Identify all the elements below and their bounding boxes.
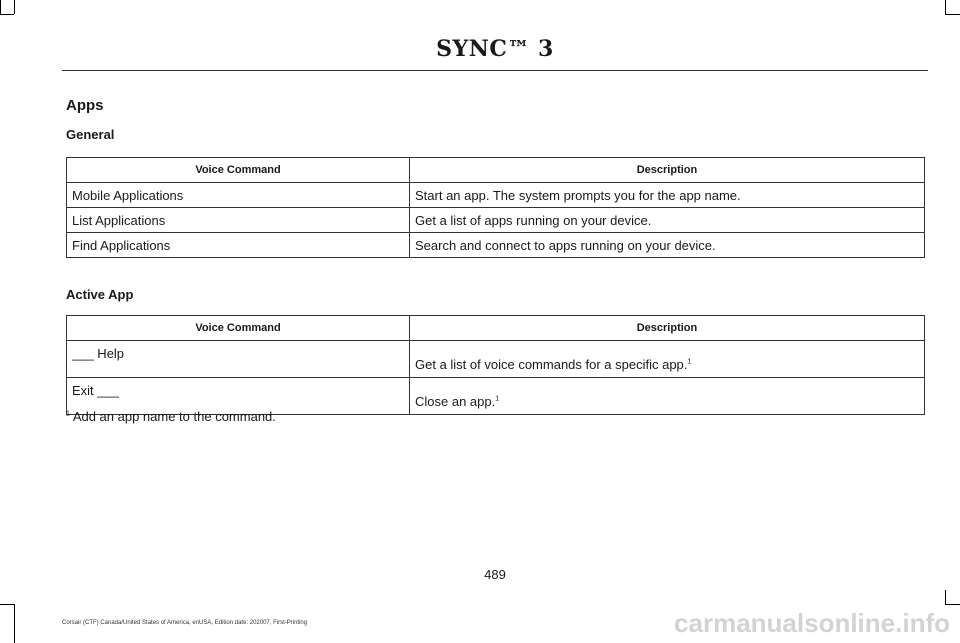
- description-cell: Start an app. The system prompts you for the app name.: [410, 183, 925, 208]
- section-title: Apps: [66, 97, 104, 114]
- column-header-voice-command: Voice Command: [67, 316, 410, 341]
- description-text: Close an app.: [415, 394, 496, 409]
- edition-imprint: Corsair (CTF) Canada/United States of America, enUSA, Edition date: 202007, First-Printing: [62, 620, 308, 626]
- voice-command-cell: Exit ___: [67, 378, 410, 415]
- active-app-commands-table: [66, 315, 925, 415]
- column-header-voice-command: Voice Command: [67, 158, 410, 183]
- voice-command-cell: ___ Help: [67, 341, 410, 378]
- table-row: [67, 208, 925, 233]
- crop-mark: [14, 604, 15, 643]
- description-cell: Search and connect to apps running on your device.: [410, 233, 925, 258]
- table-row: [67, 233, 925, 258]
- crop-mark: [14, 0, 15, 14]
- voice-command-cell: List Applications: [67, 208, 410, 233]
- column-header-description: Description: [410, 316, 925, 341]
- column-header-description: Description: [410, 158, 925, 183]
- footnote-text: Add an app name to the command.: [72, 409, 276, 424]
- footnote-marker: 1: [687, 358, 692, 366]
- crop-mark: [945, 0, 946, 14]
- page-number: 489: [484, 567, 506, 582]
- table-header-row: [67, 158, 925, 183]
- page-header-title: SYNC™ 3: [436, 36, 554, 62]
- footnote-marker: 1: [495, 395, 500, 403]
- footnote: [66, 409, 276, 424]
- table-row: [67, 341, 925, 378]
- description-cell: Get a list of apps running on your device.: [410, 208, 925, 233]
- table-row: [67, 183, 925, 208]
- crop-mark: [945, 604, 960, 605]
- header-divider: [62, 70, 928, 71]
- table-header-row: [67, 316, 925, 341]
- description-text: Get a list of voice commands for a specific app.: [415, 357, 688, 372]
- voice-command-cell: Find Applications: [67, 233, 410, 258]
- general-subsection-title: General: [66, 127, 115, 142]
- footnote-marker: 1: [66, 410, 70, 418]
- active-app-subsection-title: Active App: [66, 287, 134, 302]
- description-cell: [410, 341, 925, 378]
- crop-mark: [0, 604, 14, 605]
- crop-mark: [945, 14, 960, 15]
- general-commands-table: [66, 157, 925, 258]
- crop-mark: [945, 590, 946, 604]
- crop-mark: [0, 0, 1, 14]
- watermark: carmanualsonline.info: [674, 608, 950, 638]
- voice-command-cell: Mobile Applications: [67, 183, 410, 208]
- crop-mark: [0, 14, 14, 15]
- description-cell: [410, 378, 925, 415]
